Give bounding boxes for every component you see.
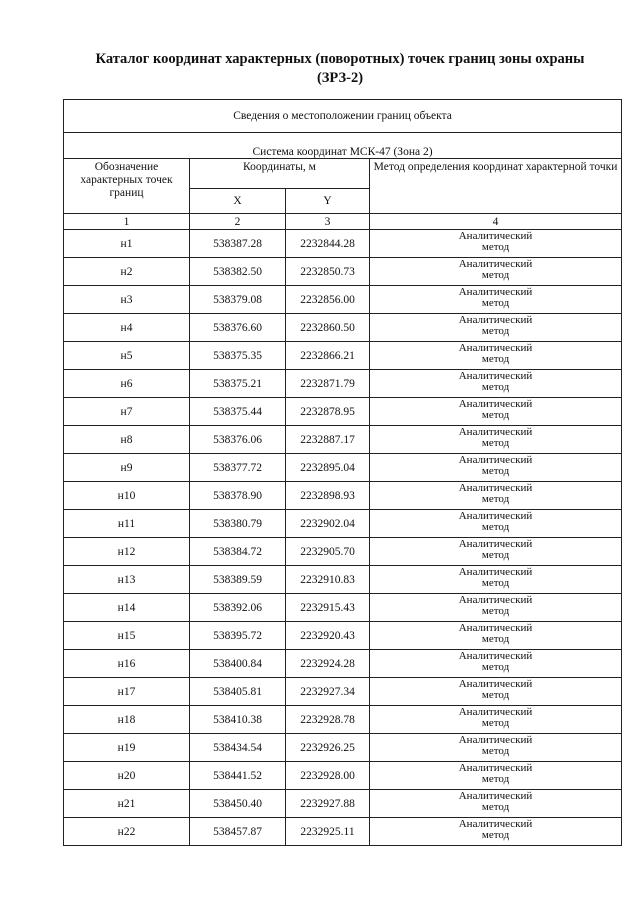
method-line-2: метод [481, 605, 510, 617]
coord-x: 538395.72 [190, 622, 286, 650]
col-header-x: X [190, 189, 286, 214]
method-cell [370, 706, 622, 734]
method-line-2: метод [481, 381, 510, 393]
table-row [64, 286, 622, 314]
table-row [64, 790, 622, 818]
coord-x: 538441.52 [190, 762, 286, 790]
method-line-1: Аналитический [458, 818, 533, 830]
method-cell [370, 790, 622, 818]
coord-x: 538457.87 [190, 818, 286, 846]
table-row [64, 734, 622, 762]
col-number-1: 1 [64, 214, 190, 230]
method-line-2: метод [481, 745, 510, 757]
table-row [64, 510, 622, 538]
method-line-1: Аналитический [458, 594, 533, 606]
method-cell [370, 230, 622, 258]
point-label: н21 [64, 790, 190, 818]
coord-x: 538376.06 [190, 426, 286, 454]
method-cell [370, 762, 622, 790]
header-coordinate-system: Система координат МСК-47 (Зона 2) [64, 133, 622, 159]
coord-x: 538410.38 [190, 706, 286, 734]
table-row [64, 594, 622, 622]
table-row [64, 538, 622, 566]
point-label: н15 [64, 622, 190, 650]
method-cell [370, 426, 622, 454]
coord-y: 2232925.11 [286, 818, 370, 846]
method-cell [370, 566, 622, 594]
method-line-1: Аналитический [458, 622, 533, 634]
method-line-1: Аналитический [458, 706, 533, 718]
method-line-2: метод [481, 549, 510, 561]
coord-y: 2232887.17 [286, 426, 370, 454]
point-label: н20 [64, 762, 190, 790]
method-line-1: Аналитический [458, 650, 533, 662]
method-cell [370, 398, 622, 426]
col-header-coordinates: Координаты, м [190, 159, 370, 189]
method-line-1: Аналитический [458, 482, 533, 494]
coord-y: 2232856.00 [286, 286, 370, 314]
method-line-2: метод [481, 521, 510, 533]
table-row [64, 398, 622, 426]
point-label: н7 [64, 398, 190, 426]
point-label: н8 [64, 426, 190, 454]
coord-x: 538375.35 [190, 342, 286, 370]
method-cell [370, 258, 622, 286]
method-line-1: Аналитический [458, 426, 533, 438]
table-row [64, 230, 622, 258]
point-label: н4 [64, 314, 190, 342]
method-line-2: метод [481, 465, 510, 477]
method-line-2: метод [481, 297, 510, 309]
method-line-2: метод [481, 717, 510, 729]
table-row [64, 482, 622, 510]
method-line-2: метод [481, 689, 510, 701]
coord-y: 2232915.43 [286, 594, 370, 622]
coord-x: 538378.90 [190, 482, 286, 510]
coord-x: 538450.40 [190, 790, 286, 818]
method-cell [370, 678, 622, 706]
coord-x: 538387.28 [190, 230, 286, 258]
method-line-2: метод [481, 269, 510, 281]
title-line-1: Каталог координат характерных (поворотных) точек границ зоны охраны [95, 51, 585, 67]
method-cell [370, 538, 622, 566]
method-line-2: метод [481, 801, 510, 813]
point-label: н2 [64, 258, 190, 286]
coord-y: 2232920.43 [286, 622, 370, 650]
coord-y: 2232910.83 [286, 566, 370, 594]
point-label: н1 [64, 230, 190, 258]
method-line-2: метод [481, 353, 510, 365]
header-object-info: Сведения о местоположении границ объекта [64, 100, 622, 133]
point-label: н16 [64, 650, 190, 678]
point-label: н6 [64, 370, 190, 398]
coord-y: 2232850.73 [286, 258, 370, 286]
table-row [64, 762, 622, 790]
method-line-1: Аналитический [458, 790, 533, 802]
point-label: н11 [64, 510, 190, 538]
coord-x: 538377.72 [190, 454, 286, 482]
coord-x: 538379.08 [190, 286, 286, 314]
col-number-4: 4 [370, 214, 622, 230]
method-cell [370, 286, 622, 314]
coord-y: 2232871.79 [286, 370, 370, 398]
coord-y: 2232924.28 [286, 650, 370, 678]
table-row [64, 650, 622, 678]
table-row [64, 454, 622, 482]
coord-x: 538380.79 [190, 510, 286, 538]
method-line-2: метод [481, 577, 510, 589]
method-cell [370, 342, 622, 370]
method-line-1: Аналитический [458, 398, 533, 410]
point-label: н9 [64, 454, 190, 482]
coord-y: 2232928.78 [286, 706, 370, 734]
method-line-1: Аналитический [458, 734, 533, 746]
coordinates-table [63, 99, 622, 846]
table-row [64, 342, 622, 370]
method-line-1: Аналитический [458, 566, 533, 578]
method-cell [370, 818, 622, 846]
coord-y: 2232878.95 [286, 398, 370, 426]
method-line-1: Аналитический [458, 370, 533, 382]
table-row [64, 818, 622, 846]
coord-x: 538382.50 [190, 258, 286, 286]
table-row [64, 370, 622, 398]
method-cell [370, 734, 622, 762]
coord-x: 538434.54 [190, 734, 286, 762]
coord-y: 2232927.34 [286, 678, 370, 706]
table-row [64, 678, 622, 706]
coord-y: 2232898.93 [286, 482, 370, 510]
method-line-1: Аналитический [458, 454, 533, 466]
coord-x: 538400.84 [190, 650, 286, 678]
method-cell [370, 482, 622, 510]
coord-y: 2232902.04 [286, 510, 370, 538]
point-label: н10 [64, 482, 190, 510]
point-label: н3 [64, 286, 190, 314]
coord-x: 538375.44 [190, 398, 286, 426]
method-line-1: Аналитический [458, 230, 533, 242]
coord-y: 2232860.50 [286, 314, 370, 342]
method-line-1: Аналитический [458, 510, 533, 522]
coord-y: 2232866.21 [286, 342, 370, 370]
method-cell [370, 314, 622, 342]
coord-x: 538392.06 [190, 594, 286, 622]
method-cell [370, 622, 622, 650]
col-header-y: Y [286, 189, 370, 214]
point-label: н13 [64, 566, 190, 594]
coord-x: 538376.60 [190, 314, 286, 342]
point-label: н19 [64, 734, 190, 762]
table-row [64, 258, 622, 286]
point-label: н17 [64, 678, 190, 706]
method-cell [370, 594, 622, 622]
col-header-method: Метод определения координат характерной точки [370, 159, 622, 214]
point-label: н22 [64, 818, 190, 846]
method-cell [370, 454, 622, 482]
point-label: н5 [64, 342, 190, 370]
title-line-2: (ЗРЗ-2) [316, 70, 364, 86]
method-cell [370, 650, 622, 678]
method-line-2: метод [481, 325, 510, 337]
method-cell [370, 370, 622, 398]
coord-y: 2232905.70 [286, 538, 370, 566]
method-line-1: Аналитический [458, 678, 533, 690]
coord-x: 538384.72 [190, 538, 286, 566]
point-label: н14 [64, 594, 190, 622]
method-line-1: Аналитический [458, 342, 533, 354]
method-line-1: Аналитический [458, 286, 533, 298]
method-line-1: Аналитический [458, 538, 533, 550]
method-line-2: метод [481, 409, 510, 421]
method-cell [370, 510, 622, 538]
coord-y: 2232926.25 [286, 734, 370, 762]
document-title [60, 50, 620, 88]
col-header-point: Обозначение характерных точек границ [64, 159, 190, 214]
method-line-2: метод [481, 661, 510, 673]
table-row [64, 706, 622, 734]
method-line-2: метод [481, 493, 510, 505]
method-line-2: метод [481, 633, 510, 645]
coord-y: 2232927.88 [286, 790, 370, 818]
coord-y: 2232895.04 [286, 454, 370, 482]
method-line-2: метод [481, 241, 510, 253]
point-label: н12 [64, 538, 190, 566]
point-label: н18 [64, 706, 190, 734]
col-number-3: 3 [286, 214, 370, 230]
coord-x: 538375.21 [190, 370, 286, 398]
method-line-1: Аналитический [458, 762, 533, 774]
col-number-2: 2 [190, 214, 286, 230]
table-row [64, 622, 622, 650]
table-row [64, 566, 622, 594]
method-line-2: метод [481, 437, 510, 449]
coord-y: 2232928.00 [286, 762, 370, 790]
method-line-2: метод [481, 773, 510, 785]
table-row [64, 426, 622, 454]
table-row [64, 314, 622, 342]
coord-y: 2232844.28 [286, 230, 370, 258]
method-line-2: метод [481, 829, 510, 841]
method-line-1: Аналитический [458, 314, 533, 326]
coord-x: 538389.59 [190, 566, 286, 594]
method-line-1: Аналитический [458, 258, 533, 270]
coord-x: 538405.81 [190, 678, 286, 706]
